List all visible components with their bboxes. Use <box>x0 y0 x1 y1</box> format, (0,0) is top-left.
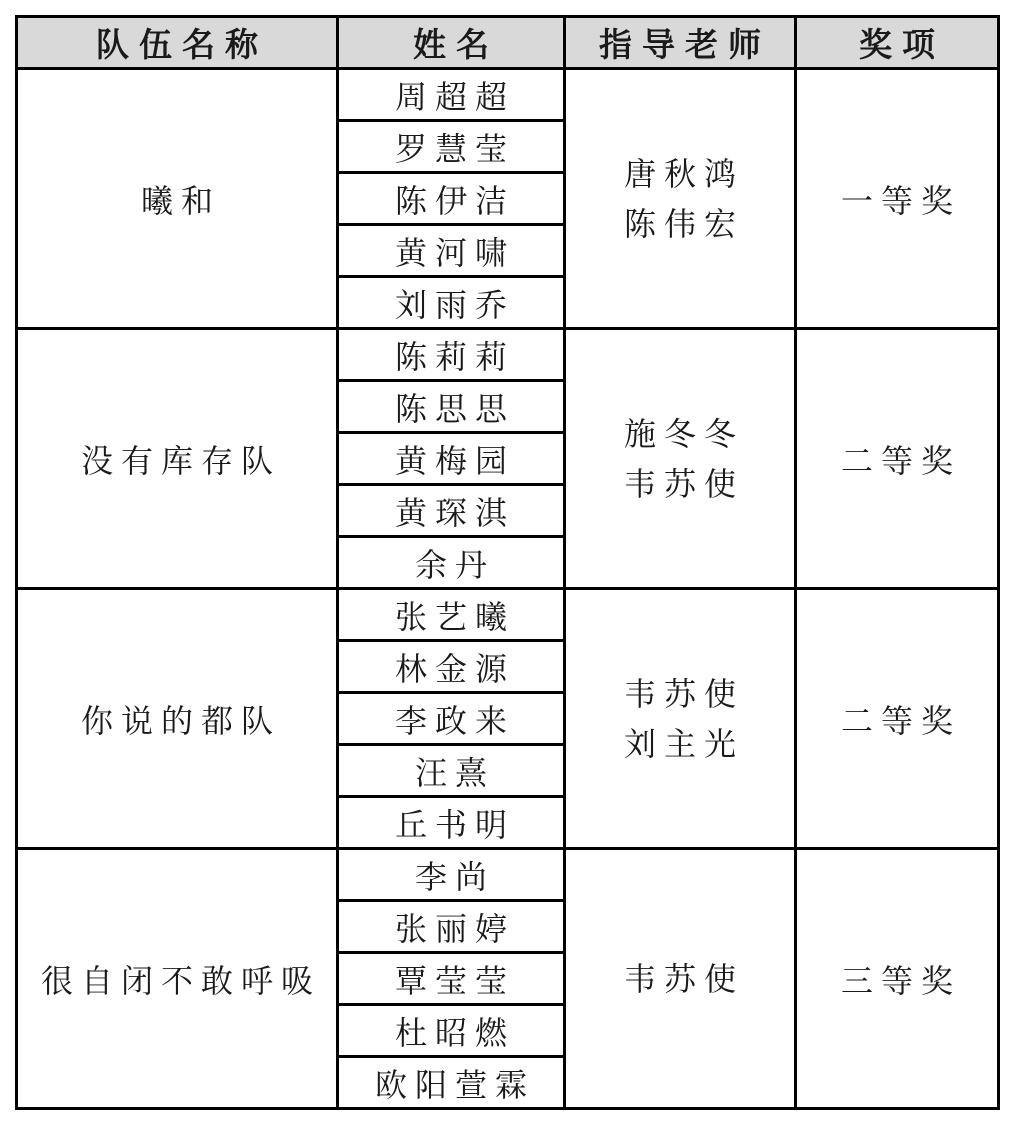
advisor-name: 韦苏使 <box>623 674 744 713</box>
member-cell: 杜昭燃 <box>338 1005 565 1057</box>
advisor-name: 韦苏使 <box>623 464 744 503</box>
advisor-cell <box>565 329 796 589</box>
member-cell: 余丹 <box>338 537 565 589</box>
team-name-cell: 没有库存队 <box>17 329 338 589</box>
award-cell: 二等奖 <box>796 589 999 849</box>
team-name-cell: 很自闭不敢呼吸 <box>17 849 338 1109</box>
member-cell: 刘雨乔 <box>338 277 565 329</box>
member-cell: 汪熹 <box>338 745 565 797</box>
header-advisor: 指导老师 <box>565 17 796 69</box>
member-cell: 张艺曦 <box>338 589 565 641</box>
table-row <box>17 849 999 901</box>
award-cell: 二等奖 <box>796 329 999 589</box>
header-award: 奖项 <box>796 17 999 69</box>
advisor-cell <box>565 69 796 329</box>
advisor-name: 唐秋鸿 <box>623 154 744 193</box>
awards-table <box>15 15 1000 1110</box>
advisor-cell <box>565 589 796 849</box>
member-cell: 陈思思 <box>338 381 565 433</box>
table-row <box>17 69 999 121</box>
advisor-name: 刘主光 <box>623 724 744 763</box>
member-cell: 丘书明 <box>338 797 565 849</box>
member-cell: 欧阳萱霖 <box>338 1057 565 1109</box>
member-cell: 张丽婷 <box>338 901 565 953</box>
member-cell: 林金源 <box>338 641 565 693</box>
table-row <box>17 329 999 381</box>
table-row <box>17 589 999 641</box>
member-cell: 黄梅园 <box>338 433 565 485</box>
advisor-name: 韦苏使 <box>623 959 744 998</box>
member-cell: 李尚 <box>338 849 565 901</box>
member-cell: 覃莹莹 <box>338 953 565 1005</box>
team-name-cell: 曦和 <box>17 69 338 329</box>
award-cell: 三等奖 <box>796 849 999 1109</box>
member-cell: 罗慧莹 <box>338 121 565 173</box>
team-name-cell: 你说的都队 <box>17 589 338 849</box>
advisor-name: 施冬冬 <box>623 414 744 453</box>
member-cell: 黄琛淇 <box>338 485 565 537</box>
member-cell: 黄河啸 <box>338 225 565 277</box>
member-cell: 陈伊洁 <box>338 173 565 225</box>
award-cell: 一等奖 <box>796 69 999 329</box>
member-cell: 周超超 <box>338 69 565 121</box>
member-cell: 李政来 <box>338 693 565 745</box>
member-cell: 陈莉莉 <box>338 329 565 381</box>
advisor-name: 陈伟宏 <box>623 204 744 243</box>
advisor-cell <box>565 849 796 1109</box>
header-row <box>17 17 999 69</box>
header-name: 姓名 <box>338 17 565 69</box>
header-team: 队伍名称 <box>17 17 338 69</box>
